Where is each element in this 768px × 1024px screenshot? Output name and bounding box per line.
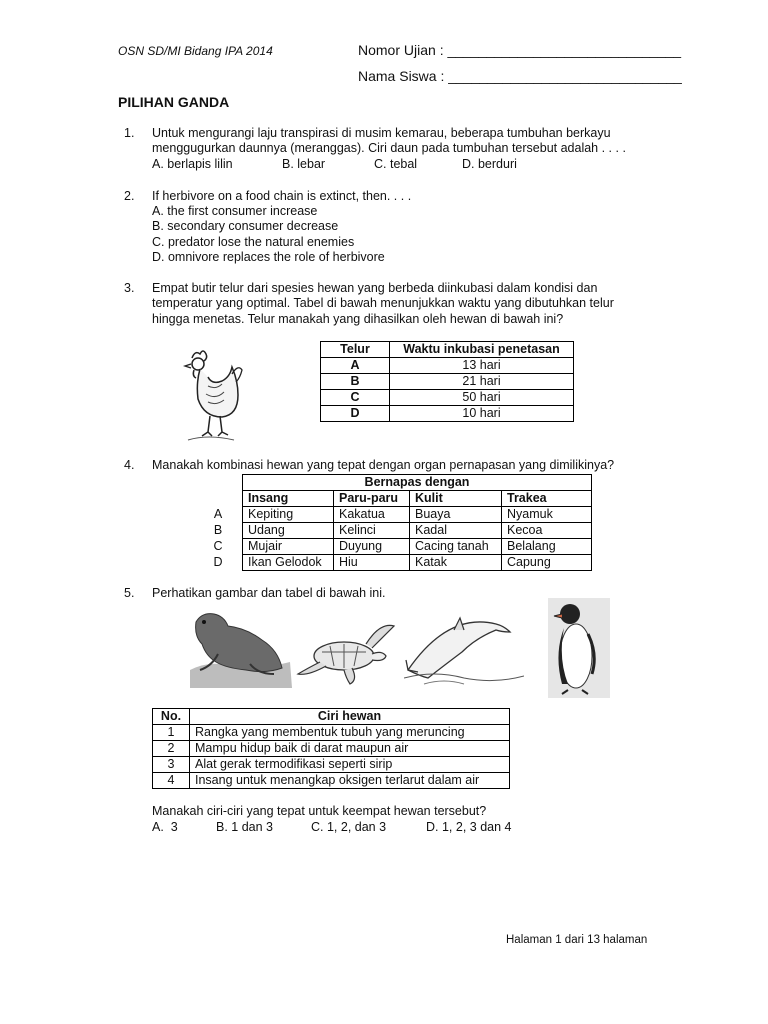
table-header: Paru-paru: [334, 491, 410, 507]
group-header: Bernapas dengan: [243, 475, 592, 491]
table-cell: Kecoa: [502, 523, 592, 539]
table-row: [243, 507, 592, 523]
table-row: [153, 725, 510, 741]
question-text: hingga menetas. Telur manakah yang dihasilkan oleh hewan di bawah ini?: [152, 312, 564, 326]
table-cell: 21 hari: [390, 374, 574, 390]
exam-number-field: Nomor Ujian : ______________________________: [358, 42, 682, 58]
question-number: 1.: [124, 126, 135, 140]
table-cell: 3: [153, 757, 190, 773]
table-cell: Alat gerak termodifikasi seperti sirip: [190, 757, 510, 773]
table-cell: 10 hari: [390, 406, 574, 422]
table-cell: Mujair: [243, 539, 334, 555]
question-number: 4.: [124, 458, 135, 472]
table-cell: Nyamuk: [502, 507, 592, 523]
table-cell: C: [321, 390, 390, 406]
option-b: B. secondary consumer decrease: [152, 219, 339, 233]
table-header: Telur: [321, 342, 390, 358]
table-header: No.: [153, 709, 190, 725]
table-cell: 50 hari: [390, 390, 574, 406]
row-label: B: [213, 523, 223, 537]
table-cell: Kelinci: [334, 523, 410, 539]
table-cell: Katak: [410, 555, 502, 571]
table-cell: 2: [153, 741, 190, 757]
dolphin-image: [404, 612, 524, 686]
section-title: PILIHAN GANDA: [118, 94, 230, 110]
table-row: [321, 374, 574, 390]
table-row: [153, 773, 510, 789]
table-cell: 1: [153, 725, 190, 741]
page-footer: Halaman 1 dari 13 halaman: [506, 934, 648, 946]
penguin-image: [548, 598, 610, 698]
table-row: [153, 757, 510, 773]
chicken-image: [178, 344, 244, 444]
table-cell: Kepiting: [243, 507, 334, 523]
option-d: D. 1, 2, 3 dan 4: [426, 820, 512, 834]
question-number: 3.: [124, 281, 135, 295]
table-cell: Insang untuk menangkap oksigen terlarut dalam air: [190, 773, 510, 789]
table-row: [321, 358, 574, 374]
question-text: Perhatikan gambar dan tabel di bawah ini.: [152, 586, 386, 600]
table-cell: Udang: [243, 523, 334, 539]
table-row: [243, 555, 592, 571]
characteristics-table: [152, 708, 510, 789]
table-row: [243, 523, 592, 539]
option-d: D. berduri: [462, 157, 517, 171]
table-cell: Ikan Gelodok: [243, 555, 334, 571]
table-cell: Buaya: [410, 507, 502, 523]
question-text: Untuk mengurangi laju transpirasi di musim kemarau, beberapa tumbuhan berkayu: [152, 126, 611, 140]
table-cell: Mampu hidup baik di darat maupun air: [190, 741, 510, 757]
table-cell: Kakatua: [334, 507, 410, 523]
question-text: menggugurkan daunnya (meranggas). Ciri daun pada tumbuhan tersebut adalah . . . .: [152, 141, 626, 155]
row-label: A: [213, 507, 223, 521]
turtle-image: [296, 618, 396, 686]
table-row: [243, 539, 592, 555]
table-cell: A: [321, 358, 390, 374]
table-cell: B: [321, 374, 390, 390]
question-text: temperatur yang optimal. Tabel di bawah menunjukkan waktu yang dibutuhkan telur: [152, 296, 614, 310]
option-c: C. tebal: [374, 157, 418, 171]
table-header: Ciri hewan: [190, 709, 510, 725]
table-row: [321, 406, 574, 422]
option-b: B. 1 dan 3: [216, 820, 273, 834]
student-name-field: Nama Siswa : ______________________________: [358, 68, 682, 84]
table-cell: D: [321, 406, 390, 422]
table-cell: 4: [153, 773, 190, 789]
table-header: Trakea: [502, 491, 592, 507]
incubation-table: [320, 341, 574, 422]
question-text: If herbivore on a food chain is extinct, then. . . .: [152, 189, 412, 203]
option-c: C. 1, 2, dan 3: [311, 820, 387, 834]
table-header: Insang: [243, 491, 334, 507]
question-text: Empat butir telur dari spesies hewan yang berbeda diinkubasi dalam kondisi dan: [152, 281, 598, 295]
table-cell: Kadal: [410, 523, 502, 539]
option-a: A. 3: [152, 820, 178, 834]
table-cell: 13 hari: [390, 358, 574, 374]
question-number: 2.: [124, 189, 135, 203]
table-header: Kulit: [410, 491, 502, 507]
option-a: A. berlapis lilin: [152, 157, 233, 171]
option-a: A. the first consumer increase: [152, 204, 318, 218]
table-header: Waktu inkubasi penetasan: [390, 342, 574, 358]
option-c: C. predator lose the natural enemies: [152, 235, 355, 249]
option-b: B. lebar: [282, 157, 326, 171]
option-d: D. omnivore replaces the role of herbivore: [152, 250, 385, 264]
table-row: [153, 741, 510, 757]
table-cell: Capung: [502, 555, 592, 571]
table-row: [321, 390, 574, 406]
respiration-table: [242, 474, 592, 571]
question-number: 5.: [124, 586, 135, 600]
table-cell: Cacing tanah: [410, 539, 502, 555]
question-text: Manakah kombinasi hewan yang tepat dengan organ pernapasan yang dimilikinya?: [152, 458, 615, 472]
table-cell: Belalang: [502, 539, 592, 555]
question-text: Manakah ciri-ciri yang tepat untuk keempat hewan tersebut?: [152, 804, 487, 818]
exam-subject: OSN SD/MI Bidang IPA 2014: [118, 44, 273, 58]
table-cell: Rangka yang membentuk tubuh yang meruncing: [190, 725, 510, 741]
table-cell: Duyung: [334, 539, 410, 555]
table-cell: Hiu: [334, 555, 410, 571]
row-label: D: [213, 555, 223, 569]
row-label: C: [213, 539, 223, 553]
seal-image: [190, 608, 292, 688]
